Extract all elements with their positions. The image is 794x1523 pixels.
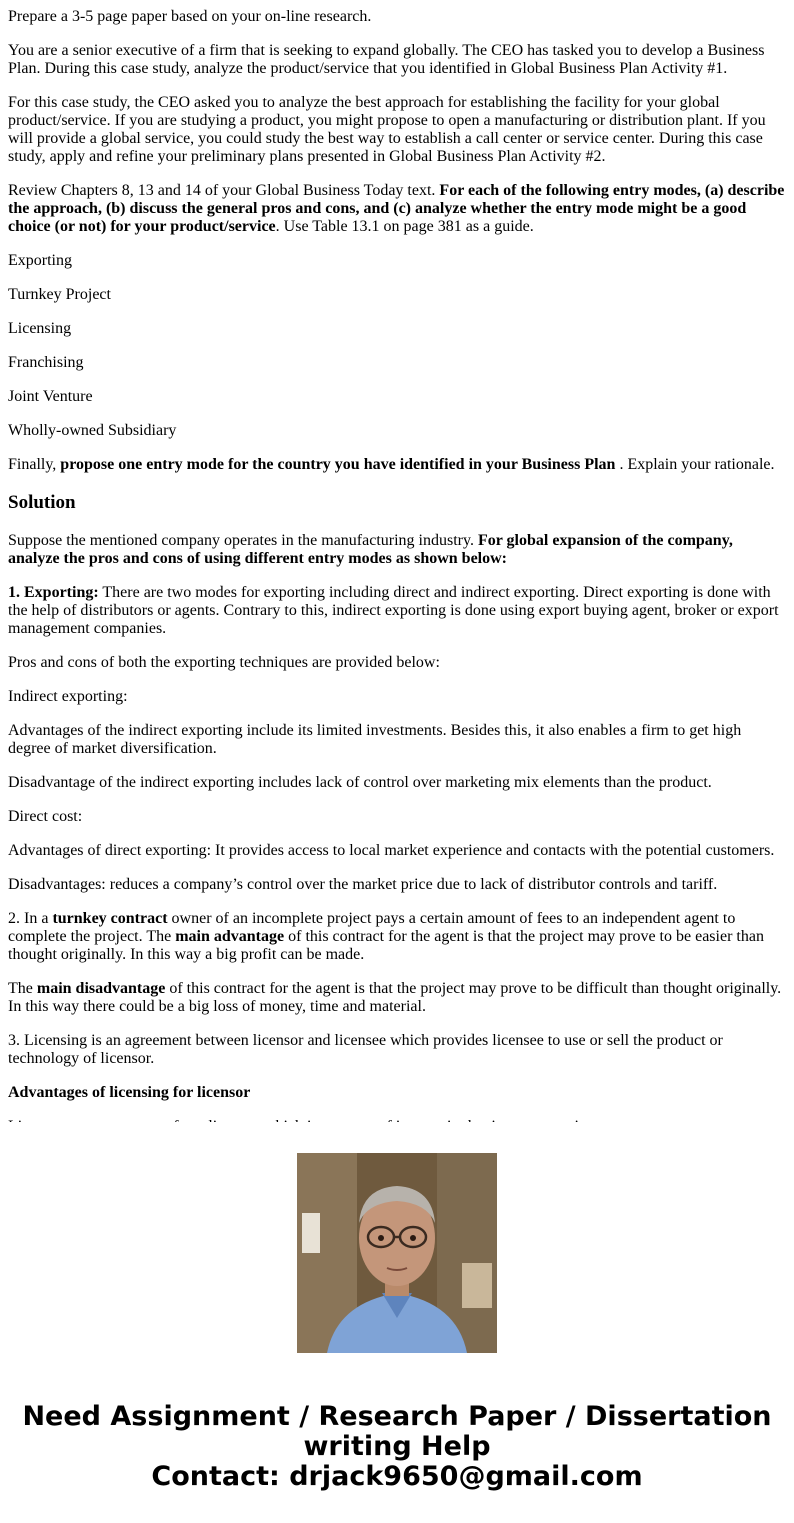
text-run: Review Chapters 8, 13 and 14 of your Global Business Today text. [8, 182, 440, 199]
question-paragraph: For this case study, the CEO asked you to analyze the best approach for establishing the facility for your global product/service. If you are studying a product, you might propose to open a manufacturing or distribution plant. If you will provide a global service, you could study the best way to establish a call center or service center. During this case study, apply and refine your preliminary plans presented in Global Business Plan Activity #2. [8, 94, 766, 165]
text-run: Suppose the mentioned company operates in the manufacturing industry. [8, 532, 478, 549]
solution-paragraph: Advantages of direct exporting: It provides access to local market experience and contacts with the potential customers. [8, 842, 775, 859]
solution-paragraph: Disadvantage of the indirect exporting includes lack of control over marketing mix elements than the product. [8, 774, 712, 791]
bold-text: For each of the following entry modes, (a) describe the approach, (b) discuss the general pros and cons, and (c) analyze whether the entry mode might be a good choice (or not) for your product/service [8, 182, 785, 235]
solution-paragraph: Advantages of the indirect exporting include its limited investments. Besides this, it also enables a firm to get high degree of market diversification. [8, 722, 742, 757]
text-run: . Use Table 13.1 on page 381 as a guide. [275, 218, 534, 235]
entry-mode-item: Joint Venture [8, 388, 93, 405]
promo-footer [0, 1122, 794, 1523]
entry-mode-item: Turnkey Project [8, 286, 111, 303]
person-photo-icon [297, 1153, 497, 1353]
solution-paragraph [8, 1084, 786, 1102]
text-run: The [8, 980, 37, 997]
avatar [297, 1153, 497, 1353]
solution-paragraph [8, 980, 786, 1016]
text-run: owner of an incomplete project pays a certain amount of fees to an independent agent to complete the project. The [8, 910, 736, 945]
solution-paragraph [8, 584, 786, 638]
text-run: of this contract for the agent is that the project may prove to be difficult than thought originally. In this way there could be a big loss of money, time and material. [8, 980, 782, 1015]
bold-text: propose one entry mode for the country you have identified in your Business Plan [60, 456, 616, 473]
contact-email[interactable]: Contact: drjack9650@gmail.com [151, 1461, 643, 1492]
solution-heading: Solution [8, 492, 76, 513]
solution-paragraph: Indirect exporting: [8, 688, 128, 705]
text-run: . Explain your rationale. [615, 456, 775, 473]
question-paragraph: Prepare a 3-5 page paper based on your on-line research. [8, 8, 372, 25]
bold-text: Advantages of licensing for licensor [8, 1084, 251, 1101]
contact-banner [0, 1402, 794, 1492]
text-run: of this contract for the agent is that the project may prove to be easier than thought originally. In this way a big profit can be made. [8, 928, 764, 963]
bold-text: 1. Exporting: [8, 584, 99, 601]
question-paragraph: You are a senior executive of a firm that is seeking to expand globally. The CEO has tasked you to develop a Business Plan. During this case study, analyze the product/service that you identified in Global Business Plan Activity #1. [8, 42, 765, 77]
bold-text: main advantage [175, 928, 285, 945]
cta-line: Need Assignment / Research Paper / Dissertation [22, 1401, 772, 1432]
text-run: Finally, [8, 456, 61, 473]
question-paragraph [8, 456, 786, 474]
entry-mode-item: Licensing [8, 320, 72, 337]
solution-paragraph [8, 910, 786, 964]
entry-mode-item: Franchising [8, 354, 84, 371]
entry-mode-item: Exporting [8, 252, 72, 269]
solution-paragraph: Pros and cons of both the exporting techniques are provided below: [8, 654, 440, 671]
cta-line: writing Help [303, 1431, 491, 1462]
text-run: There are two modes for exporting including direct and indirect exporting. Direct exporting is done with the help of distributors or agents. Contrary to this, indirect exporting is done using export buying agent, broker or export management companies. [8, 584, 779, 637]
text-run: 2. In a [8, 910, 53, 927]
solution-paragraph: 3. Licensing is an agreement between licensor and licensee which provides licensee to use or sell the product or technology of licensor. [8, 1032, 723, 1067]
solution-paragraph: Disadvantages: reduces a company’s control over the market price due to lack of distributor controls and tariff. [8, 876, 718, 893]
solution-paragraph: Direct cost: [8, 808, 83, 825]
solution-paragraph [8, 532, 786, 568]
entry-mode-item: Wholly-owned Subsidiary [8, 422, 177, 439]
document-body [8, 8, 786, 1122]
bold-text: main disadvantage [36, 980, 166, 997]
bold-text: For global expansion of the company, analyze the pros and cons of using different entry modes as shown below: [8, 532, 733, 567]
question-paragraph [8, 182, 786, 236]
bold-text: turnkey contract [52, 910, 168, 927]
